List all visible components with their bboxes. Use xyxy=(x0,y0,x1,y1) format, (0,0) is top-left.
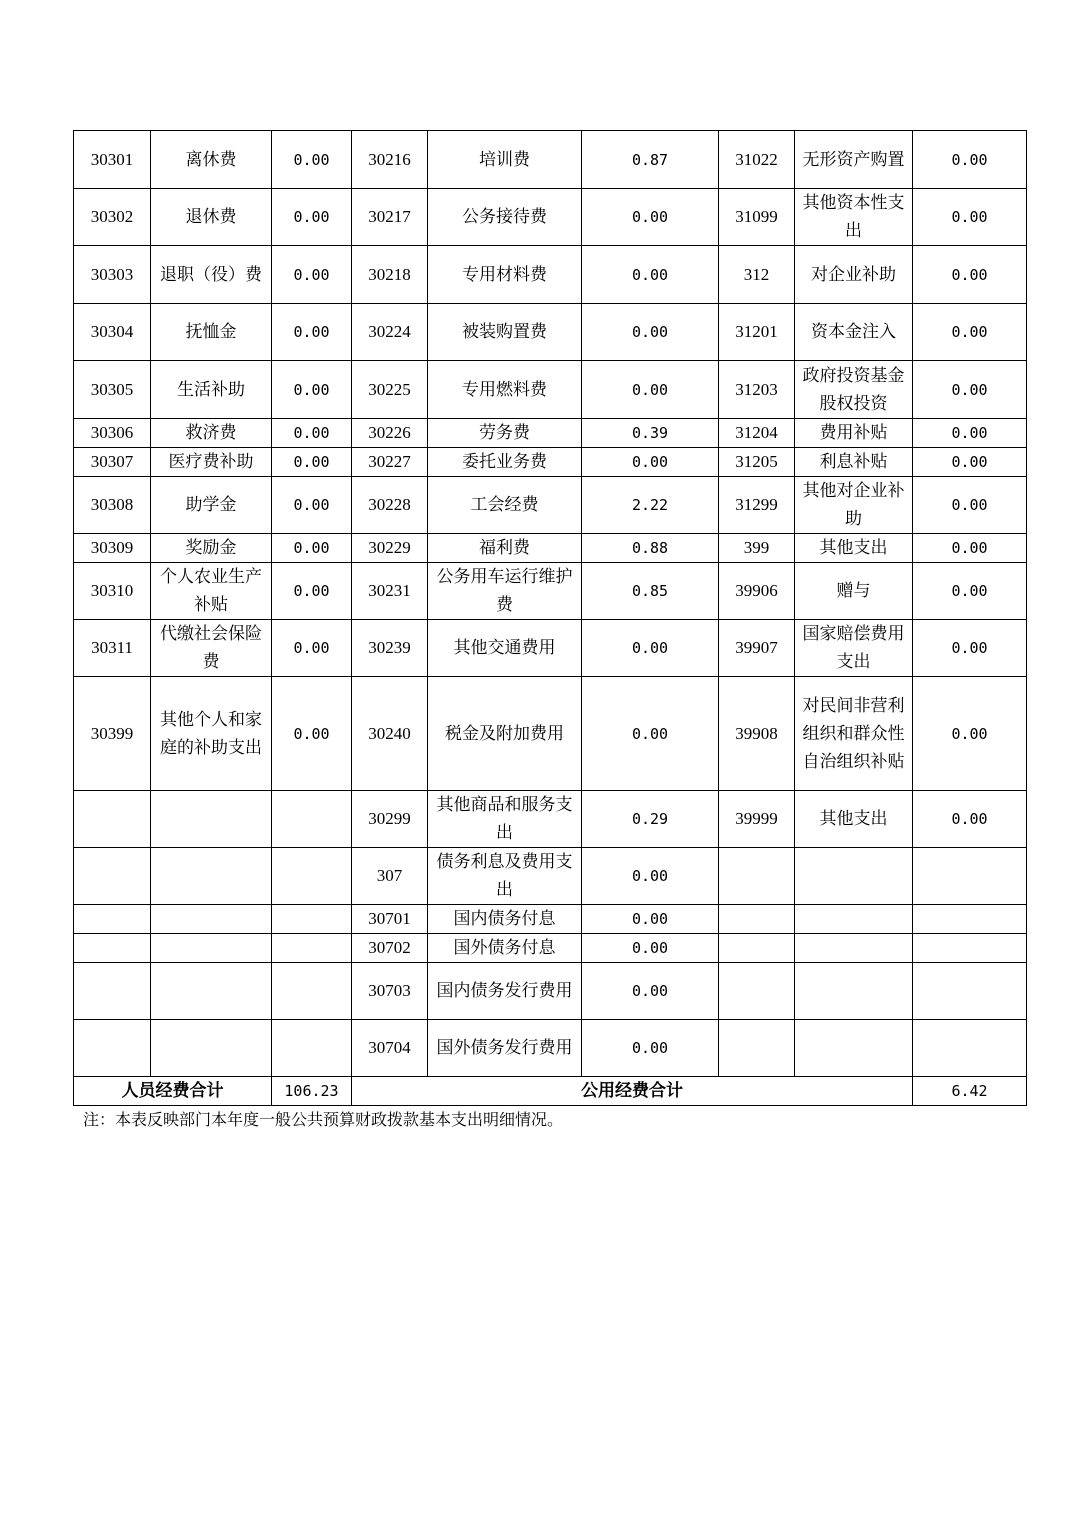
other-code-cell xyxy=(719,1020,795,1077)
other-item-cell: 其他支出 xyxy=(795,534,913,563)
public-code-cell: 30703 xyxy=(352,963,428,1020)
other-item-cell: 无形资产购置 xyxy=(795,131,913,189)
public-code-cell: 30240 xyxy=(352,677,428,791)
other-code-cell: 39908 xyxy=(719,677,795,791)
other-item-cell xyxy=(795,934,913,963)
public-item-cell: 专用材料费 xyxy=(428,246,582,304)
other-amount-cell: 0.00 xyxy=(913,563,1027,620)
table-row xyxy=(74,905,1027,934)
public-amount-cell: 0.00 xyxy=(582,963,719,1020)
other-amount-cell: 0.00 xyxy=(913,534,1027,563)
public-code-cell: 30226 xyxy=(352,419,428,448)
public-amount-cell: 0.85 xyxy=(582,563,719,620)
other-item-cell: 对民间非营利组织和群众性自治组织补贴 xyxy=(795,677,913,791)
personnel-code-cell: 30302 xyxy=(74,189,151,246)
public-item-cell: 公务用车运行维护费 xyxy=(428,563,582,620)
personnel-code-cell: 30307 xyxy=(74,448,151,477)
personnel-item-cell xyxy=(151,905,272,934)
personnel-code-cell: 30310 xyxy=(74,563,151,620)
public-amount-cell: 0.29 xyxy=(582,791,719,848)
other-code-cell: 31203 xyxy=(719,361,795,419)
public-code-cell: 307 xyxy=(352,848,428,905)
personnel-amount-cell: 0.00 xyxy=(272,677,352,791)
personnel-amount-cell xyxy=(272,963,352,1020)
public-item-cell: 委托业务费 xyxy=(428,448,582,477)
public-item-cell: 其他商品和服务支出 xyxy=(428,791,582,848)
personnel-item-cell xyxy=(151,1020,272,1077)
public-code-cell: 30217 xyxy=(352,189,428,246)
personnel-item-cell: 抚恤金 xyxy=(151,304,272,361)
public-item-cell: 税金及附加费用 xyxy=(428,677,582,791)
public-total-value: 6.42 xyxy=(913,1077,1027,1106)
other-amount-cell: 0.00 xyxy=(913,791,1027,848)
table-row xyxy=(74,963,1027,1020)
other-code-cell: 31299 xyxy=(719,477,795,534)
table-row xyxy=(74,131,1027,189)
personnel-item-cell: 助学金 xyxy=(151,477,272,534)
table-row xyxy=(74,677,1027,791)
personnel-amount-cell: 0.00 xyxy=(272,563,352,620)
public-code-cell: 30239 xyxy=(352,620,428,677)
public-amount-cell: 0.00 xyxy=(582,934,719,963)
other-code-cell: 312 xyxy=(719,246,795,304)
public-total-label: 公用经费合计 xyxy=(352,1077,913,1106)
public-code-cell: 30702 xyxy=(352,934,428,963)
personnel-code-cell xyxy=(74,905,151,934)
public-item-cell: 债务利息及费用支出 xyxy=(428,848,582,905)
other-amount-cell xyxy=(913,934,1027,963)
personnel-code-cell: 30311 xyxy=(74,620,151,677)
personnel-amount-cell: 0.00 xyxy=(272,189,352,246)
public-item-cell: 培训费 xyxy=(428,131,582,189)
other-amount-cell: 0.00 xyxy=(913,304,1027,361)
public-amount-cell: 2.22 xyxy=(582,477,719,534)
personnel-code-cell: 30303 xyxy=(74,246,151,304)
public-code-cell: 30704 xyxy=(352,1020,428,1077)
personnel-code-cell xyxy=(74,934,151,963)
public-item-cell: 其他交通费用 xyxy=(428,620,582,677)
public-item-cell: 劳务费 xyxy=(428,419,582,448)
other-item-cell: 赠与 xyxy=(795,563,913,620)
other-amount-cell: 0.00 xyxy=(913,246,1027,304)
personnel-amount-cell: 0.00 xyxy=(272,419,352,448)
personnel-item-cell: 代缴社会保险费 xyxy=(151,620,272,677)
personnel-amount-cell xyxy=(272,934,352,963)
public-amount-cell: 0.39 xyxy=(582,419,719,448)
other-item-cell: 利息补贴 xyxy=(795,448,913,477)
personnel-item-cell xyxy=(151,934,272,963)
public-item-cell: 专用燃料费 xyxy=(428,361,582,419)
public-amount-cell: 0.00 xyxy=(582,620,719,677)
other-item-cell: 资本金注入 xyxy=(795,304,913,361)
table-row xyxy=(74,419,1027,448)
public-item-cell: 国外债务发行费用 xyxy=(428,1020,582,1077)
personnel-amount-cell: 0.00 xyxy=(272,304,352,361)
public-code-cell: 30225 xyxy=(352,361,428,419)
personnel-item-cell: 退休费 xyxy=(151,189,272,246)
personnel-amount-cell xyxy=(272,905,352,934)
other-code-cell: 31099 xyxy=(719,189,795,246)
expenditure-detail-table xyxy=(73,130,1027,1106)
public-code-cell: 30224 xyxy=(352,304,428,361)
other-item-cell: 费用补贴 xyxy=(795,419,913,448)
table-note: 注：本表反映部门本年度一般公共预算财政拨款基本支出明细情况。 xyxy=(83,1110,564,1129)
personnel-item-cell: 奖励金 xyxy=(151,534,272,563)
public-code-cell: 30229 xyxy=(352,534,428,563)
other-amount-cell: 0.00 xyxy=(913,620,1027,677)
table-row xyxy=(74,246,1027,304)
personnel-amount-cell: 0.00 xyxy=(272,361,352,419)
table-row xyxy=(74,477,1027,534)
other-code-cell: 39999 xyxy=(719,791,795,848)
personnel-total-value: 106.23 xyxy=(272,1077,352,1106)
other-code-cell: 31204 xyxy=(719,419,795,448)
table-row xyxy=(74,189,1027,246)
other-item-cell: 其他支出 xyxy=(795,791,913,848)
other-item-cell xyxy=(795,963,913,1020)
other-code-cell: 31022 xyxy=(719,131,795,189)
public-code-cell: 30216 xyxy=(352,131,428,189)
public-amount-cell: 0.87 xyxy=(582,131,719,189)
public-amount-cell: 0.00 xyxy=(582,304,719,361)
public-amount-cell: 0.00 xyxy=(582,677,719,791)
other-amount-cell: 0.00 xyxy=(913,448,1027,477)
personnel-total-label: 人员经费合计 xyxy=(74,1077,272,1106)
public-amount-cell: 0.00 xyxy=(582,361,719,419)
personnel-code-cell: 30308 xyxy=(74,477,151,534)
other-code-cell xyxy=(719,963,795,1020)
table-row xyxy=(74,534,1027,563)
personnel-item-cell: 离休费 xyxy=(151,131,272,189)
other-amount-cell: 0.00 xyxy=(913,189,1027,246)
other-code-cell xyxy=(719,848,795,905)
public-code-cell: 30218 xyxy=(352,246,428,304)
other-amount-cell: 0.00 xyxy=(913,419,1027,448)
personnel-item-cell: 个人农业生产补贴 xyxy=(151,563,272,620)
other-amount-cell: 0.00 xyxy=(913,131,1027,189)
other-item-cell: 政府投资基金股权投资 xyxy=(795,361,913,419)
public-item-cell: 福利费 xyxy=(428,534,582,563)
public-amount-cell: 0.00 xyxy=(582,189,719,246)
personnel-code-cell: 30301 xyxy=(74,131,151,189)
totals-row xyxy=(74,1077,1027,1106)
other-item-cell: 其他对企业补助 xyxy=(795,477,913,534)
other-item-cell: 国家赔偿费用支出 xyxy=(795,620,913,677)
public-amount-cell: 0.00 xyxy=(582,448,719,477)
table-row xyxy=(74,563,1027,620)
other-amount-cell xyxy=(913,848,1027,905)
other-code-cell: 39906 xyxy=(719,563,795,620)
other-amount-cell: 0.00 xyxy=(913,361,1027,419)
other-code-cell xyxy=(719,905,795,934)
table-row xyxy=(74,791,1027,848)
other-item-cell xyxy=(795,905,913,934)
other-amount-cell xyxy=(913,905,1027,934)
other-code-cell: 31201 xyxy=(719,304,795,361)
personnel-item-cell: 生活补助 xyxy=(151,361,272,419)
other-code-cell: 399 xyxy=(719,534,795,563)
personnel-item-cell xyxy=(151,848,272,905)
public-amount-cell: 0.00 xyxy=(582,1020,719,1077)
public-amount-cell: 0.88 xyxy=(582,534,719,563)
table-row xyxy=(74,1020,1027,1077)
personnel-item-cell xyxy=(151,963,272,1020)
personnel-amount-cell: 0.00 xyxy=(272,534,352,563)
public-code-cell: 30227 xyxy=(352,448,428,477)
public-amount-cell: 0.00 xyxy=(582,848,719,905)
public-item-cell: 国内债务发行费用 xyxy=(428,963,582,1020)
other-item-cell: 对企业补助 xyxy=(795,246,913,304)
table-row xyxy=(74,848,1027,905)
personnel-code-cell xyxy=(74,963,151,1020)
other-item-cell: 其他资本性支出 xyxy=(795,189,913,246)
personnel-amount-cell: 0.00 xyxy=(272,246,352,304)
other-code-cell: 31205 xyxy=(719,448,795,477)
personnel-amount-cell: 0.00 xyxy=(272,477,352,534)
public-code-cell: 30228 xyxy=(352,477,428,534)
other-amount-cell: 0.00 xyxy=(913,677,1027,791)
personnel-amount-cell xyxy=(272,791,352,848)
personnel-amount-cell: 0.00 xyxy=(272,620,352,677)
public-item-cell: 工会经费 xyxy=(428,477,582,534)
other-item-cell xyxy=(795,848,913,905)
personnel-item-cell: 其他个人和家庭的补助支出 xyxy=(151,677,272,791)
other-amount-cell xyxy=(913,1020,1027,1077)
personnel-item-cell xyxy=(151,791,272,848)
table-row xyxy=(74,361,1027,419)
public-code-cell: 30701 xyxy=(352,905,428,934)
other-amount-cell xyxy=(913,963,1027,1020)
personnel-code-cell: 30306 xyxy=(74,419,151,448)
personnel-code-cell xyxy=(74,791,151,848)
personnel-item-cell: 退职（役）费 xyxy=(151,246,272,304)
personnel-code-cell: 30309 xyxy=(74,534,151,563)
personnel-item-cell: 医疗费补助 xyxy=(151,448,272,477)
public-code-cell: 30231 xyxy=(352,563,428,620)
personnel-code-cell xyxy=(74,1020,151,1077)
public-amount-cell: 0.00 xyxy=(582,905,719,934)
personnel-code-cell: 30399 xyxy=(74,677,151,791)
personnel-item-cell: 救济费 xyxy=(151,419,272,448)
public-code-cell: 30299 xyxy=(352,791,428,848)
other-code-cell xyxy=(719,934,795,963)
personnel-code-cell xyxy=(74,848,151,905)
personnel-code-cell: 30305 xyxy=(74,361,151,419)
table-row xyxy=(74,620,1027,677)
table-row xyxy=(74,304,1027,361)
public-item-cell: 国外债务付息 xyxy=(428,934,582,963)
public-item-cell: 国内债务付息 xyxy=(428,905,582,934)
personnel-amount-cell xyxy=(272,848,352,905)
personnel-amount-cell xyxy=(272,1020,352,1077)
other-amount-cell: 0.00 xyxy=(913,477,1027,534)
public-item-cell: 被装购置费 xyxy=(428,304,582,361)
personnel-amount-cell: 0.00 xyxy=(272,131,352,189)
public-amount-cell: 0.00 xyxy=(582,246,719,304)
other-code-cell: 39907 xyxy=(719,620,795,677)
table-row xyxy=(74,934,1027,963)
public-item-cell: 公务接待费 xyxy=(428,189,582,246)
other-item-cell xyxy=(795,1020,913,1077)
personnel-code-cell: 30304 xyxy=(74,304,151,361)
table-row xyxy=(74,448,1027,477)
personnel-amount-cell: 0.00 xyxy=(272,448,352,477)
table-body xyxy=(74,131,1027,1077)
